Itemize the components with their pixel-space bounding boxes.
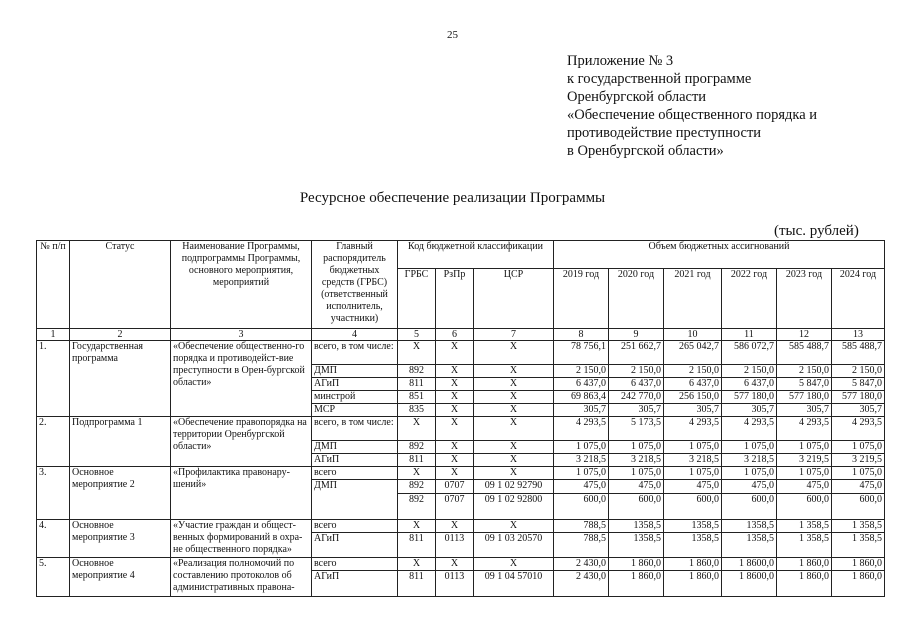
row-value: 305,7	[664, 404, 722, 417]
row-rzpr: Х	[436, 378, 474, 391]
row-value: 3 218,5	[554, 454, 609, 467]
row-value: 1358,5	[609, 520, 664, 533]
row-value: 2 150,0	[722, 365, 777, 378]
row-grbs-name: всего, в том числе:	[312, 341, 398, 365]
row-grbs-code: 892	[398, 480, 436, 494]
resource-table	[36, 240, 885, 597]
row-grbs-name: ДМП	[312, 365, 398, 378]
row-grbs-code: 835	[398, 404, 436, 417]
row-grbs-code: 811	[398, 454, 436, 467]
row-value: 1 8600,0	[722, 571, 777, 597]
row-value: 577 180,0	[722, 391, 777, 404]
row-value: 3 219,5	[777, 454, 832, 467]
row-value: 6 437,0	[554, 378, 609, 391]
row-status: Основное мероприятие 4	[70, 558, 171, 597]
row-value: 1 075,0	[664, 467, 722, 480]
row-value: 600,0	[832, 494, 885, 520]
appendix-line: «Обеспечение общественного порядка и	[567, 107, 818, 123]
header-year: 2019 год	[554, 269, 609, 329]
row-value: 1 358,5	[777, 533, 832, 558]
row-status: Основное мероприятие 2	[70, 467, 171, 520]
row-grbs-code: Х	[398, 467, 436, 480]
row-number: 5.	[37, 558, 70, 597]
row-value: 1 860,0	[664, 558, 722, 571]
header-status: Статус	[70, 241, 171, 329]
row-number: 3.	[37, 467, 70, 520]
row-value: 788,5	[554, 520, 609, 533]
row-value: 1 075,0	[777, 467, 832, 480]
column-number: 4	[312, 329, 398, 341]
row-csr: 09 1 02 92800	[474, 494, 554, 520]
row-value: 1 075,0	[554, 441, 609, 454]
row-value: 2 150,0	[777, 365, 832, 378]
row-value: 3 218,5	[722, 454, 777, 467]
header-year: 2020 год	[609, 269, 664, 329]
row-value: 1358,5	[722, 520, 777, 533]
row-value: 6 437,0	[722, 378, 777, 391]
row-grbs-code: 892	[398, 494, 436, 520]
row-grbs-name: АГиП	[312, 571, 398, 597]
row-grbs-name: всего, в том числе:	[312, 417, 398, 441]
row-grbs-name	[312, 494, 398, 520]
row-value: 1 358,5	[777, 520, 832, 533]
row-value: 305,7	[722, 404, 777, 417]
row-grbs-code: Х	[398, 520, 436, 533]
row-csr: Х	[474, 467, 554, 480]
row-grbs-code: 892	[398, 365, 436, 378]
header-year: 2021 год	[664, 269, 722, 329]
row-grbs-name: АГиП	[312, 533, 398, 558]
row-value: 2 430,0	[554, 571, 609, 597]
row-value: 475,0	[664, 480, 722, 494]
row-rzpr: Х	[436, 417, 474, 441]
row-value: 475,0	[722, 480, 777, 494]
row-csr: Х	[474, 391, 554, 404]
appendix-note	[567, 52, 817, 160]
row-value: 4 293,5	[722, 417, 777, 441]
row-value: 600,0	[664, 494, 722, 520]
row-csr: 09 1 02 92790	[474, 480, 554, 494]
row-name: «Участие граждан и общест-венных формирований в охра-не общественного порядка»	[171, 520, 312, 558]
appendix-line: к государственной программе	[567, 71, 752, 87]
row-csr: Х	[474, 365, 554, 378]
column-number: 8	[554, 329, 609, 341]
row-rzpr: 0707	[436, 494, 474, 520]
row-value: 1358,5	[664, 520, 722, 533]
row-value: 2 150,0	[609, 365, 664, 378]
row-value: 305,7	[777, 404, 832, 417]
row-grbs-name: АГиП	[312, 454, 398, 467]
row-value: 600,0	[722, 494, 777, 520]
row-grbs-code: Х	[398, 417, 436, 441]
row-value: 1 075,0	[777, 441, 832, 454]
row-csr: Х	[474, 441, 554, 454]
row-grbs-code: Х	[398, 341, 436, 365]
column-number: 10	[664, 329, 722, 341]
row-value: 1 860,0	[832, 558, 885, 571]
row-value: 1 860,0	[777, 571, 832, 597]
row-value: 1 860,0	[609, 571, 664, 597]
column-number: 1	[37, 329, 70, 341]
row-csr: 09 1 04 57010	[474, 571, 554, 597]
row-rzpr: Х	[436, 558, 474, 571]
row-value: 78 756,1	[554, 341, 609, 365]
row-value: 1 075,0	[722, 441, 777, 454]
row-value: 788,5	[554, 533, 609, 558]
row-value: 1 075,0	[832, 441, 885, 454]
row-grbs-name: АГиП	[312, 378, 398, 391]
header-year: 2024 год	[832, 269, 885, 329]
row-value: 586 072,7	[722, 341, 777, 365]
header-budget-code: Код бюджетной классификации	[398, 241, 554, 269]
column-number: 6	[436, 329, 474, 341]
header-num: № п/п	[37, 241, 70, 329]
row-name: «Обеспечение общественно-го порядка и противодейст-вие преступности в Орен-бургской области»	[171, 341, 312, 417]
column-number: 12	[777, 329, 832, 341]
row-value: 2 150,0	[554, 365, 609, 378]
row-csr: Х	[474, 378, 554, 391]
row-rzpr: Х	[436, 441, 474, 454]
row-value: 2 150,0	[832, 365, 885, 378]
row-value: 1 075,0	[832, 467, 885, 480]
row-value: 475,0	[609, 480, 664, 494]
column-number: 7	[474, 329, 554, 341]
units-label: (тыс. рублей)	[774, 223, 859, 239]
row-grbs-code: 811	[398, 571, 436, 597]
row-rzpr: Х	[436, 467, 474, 480]
header-csr: ЦСР	[474, 269, 554, 329]
row-value: 6 437,0	[609, 378, 664, 391]
header-rzpr: РзПр	[436, 269, 474, 329]
header-name: Наименование Программы, подпрограммы Программы, основного мероприятия, мероприятий	[171, 241, 312, 329]
row-value: 585 488,7	[832, 341, 885, 365]
row-value: 1 358,5	[832, 520, 885, 533]
row-value: 3 218,5	[609, 454, 664, 467]
row-grbs-name: всего	[312, 520, 398, 533]
row-number: 4.	[37, 520, 70, 558]
row-value: 3 218,5	[664, 454, 722, 467]
document-title: Ресурсное обеспечение реализации Программы	[299, 190, 606, 206]
row-name: «Профилактика правонару-шений»	[171, 467, 312, 520]
row-value: 242 770,0	[609, 391, 664, 404]
row-value: 4 293,5	[554, 417, 609, 441]
row-csr: Х	[474, 558, 554, 571]
column-number: 5	[398, 329, 436, 341]
row-value: 600,0	[554, 494, 609, 520]
row-rzpr: Х	[436, 520, 474, 533]
row-grbs-name: МСР	[312, 404, 398, 417]
row-value: 1 8600,0	[722, 558, 777, 571]
row-value: 305,7	[832, 404, 885, 417]
row-value: 1 075,0	[554, 467, 609, 480]
row-value: 475,0	[554, 480, 609, 494]
row-value: 1 075,0	[664, 441, 722, 454]
row-status: Государственная программа	[70, 341, 171, 417]
row-value: 305,7	[554, 404, 609, 417]
row-value: 1 860,0	[832, 571, 885, 597]
row-rzpr: Х	[436, 404, 474, 417]
row-value: 3 219,5	[832, 454, 885, 467]
row-value: 5 847,0	[777, 378, 832, 391]
row-grbs-code: 892	[398, 441, 436, 454]
row-value: 1 358,5	[832, 533, 885, 558]
row-csr: Х	[474, 454, 554, 467]
column-number: 3	[171, 329, 312, 341]
row-number: 2.	[37, 417, 70, 467]
row-number: 1.	[37, 341, 70, 417]
header-grbs-main: Главный распорядитель бюджетных средств (ГРБС) (ответственный исполнитель, участники)	[312, 241, 398, 329]
row-value: 5 847,0	[832, 378, 885, 391]
row-name: «Обеспечение правопорядка на территории Оренбургской области»	[171, 417, 312, 467]
row-value: 1358,5	[664, 533, 722, 558]
row-rzpr: Х	[436, 391, 474, 404]
row-grbs-name: ДМП	[312, 441, 398, 454]
column-number: 13	[832, 329, 885, 341]
row-value: 5 173,5	[609, 417, 664, 441]
row-value: 600,0	[777, 494, 832, 520]
row-grbs-code: 851	[398, 391, 436, 404]
row-rzpr: 0707	[436, 480, 474, 494]
row-status: Подпрограмма 1	[70, 417, 171, 467]
page-number: 25	[447, 29, 458, 41]
row-csr: Х	[474, 520, 554, 533]
row-rzpr: 0113	[436, 571, 474, 597]
row-grbs-code: Х	[398, 558, 436, 571]
row-value: 1 860,0	[664, 571, 722, 597]
row-csr: Х	[474, 404, 554, 417]
row-value: 577 180,0	[832, 391, 885, 404]
header-year: 2023 год	[777, 269, 832, 329]
row-value: 305,7	[609, 404, 664, 417]
row-value: 475,0	[777, 480, 832, 494]
appendix-line: противодействие преступности	[567, 125, 762, 141]
row-csr: 09 1 03 20570	[474, 533, 554, 558]
row-grbs-name: всего	[312, 558, 398, 571]
row-rzpr: Х	[436, 454, 474, 467]
row-name: «Реализация полномочий по составлению протоколов об административных правона-	[171, 558, 312, 597]
row-value: 69 863,4	[554, 391, 609, 404]
row-value: 4 293,5	[832, 417, 885, 441]
row-value: 1 860,0	[777, 558, 832, 571]
row-value: 600,0	[609, 494, 664, 520]
header-allocations: Объем бюджетных ассигнований	[554, 241, 885, 269]
appendix-line: в Оренбургской области»	[567, 143, 724, 159]
row-value: 1 075,0	[722, 467, 777, 480]
row-status: Основное мероприятие 3	[70, 520, 171, 558]
row-value: 6 437,0	[664, 378, 722, 391]
column-number: 2	[70, 329, 171, 341]
row-value: 1358,5	[722, 533, 777, 558]
row-rzpr: Х	[436, 365, 474, 378]
row-value: 2 150,0	[664, 365, 722, 378]
row-grbs-name: всего	[312, 467, 398, 480]
row-grbs-code: 811	[398, 378, 436, 391]
row-value: 475,0	[832, 480, 885, 494]
row-grbs-code: 811	[398, 533, 436, 558]
appendix-line: Оренбургской области	[567, 89, 707, 105]
row-value: 585 488,7	[777, 341, 832, 365]
row-grbs-name: ДМП	[312, 480, 398, 494]
row-value: 1358,5	[609, 533, 664, 558]
column-number: 11	[722, 329, 777, 341]
row-csr: Х	[474, 417, 554, 441]
row-value: 577 180,0	[777, 391, 832, 404]
row-csr: Х	[474, 341, 554, 365]
row-value: 1 075,0	[609, 467, 664, 480]
row-value: 1 075,0	[609, 441, 664, 454]
row-rzpr: 0113	[436, 533, 474, 558]
row-value: 2 430,0	[554, 558, 609, 571]
header-year: 2022 год	[722, 269, 777, 329]
row-value: 265 042,7	[664, 341, 722, 365]
column-number: 9	[609, 329, 664, 341]
row-value: 256 150,0	[664, 391, 722, 404]
row-value: 251 662,7	[609, 341, 664, 365]
row-rzpr: Х	[436, 341, 474, 365]
row-value: 4 293,5	[664, 417, 722, 441]
row-value: 4 293,5	[777, 417, 832, 441]
appendix-line: Приложение № 3	[567, 53, 674, 69]
row-value: 1 860,0	[609, 558, 664, 571]
header-grbs: ГРБС	[398, 269, 436, 329]
row-grbs-name: минстрой	[312, 391, 398, 404]
